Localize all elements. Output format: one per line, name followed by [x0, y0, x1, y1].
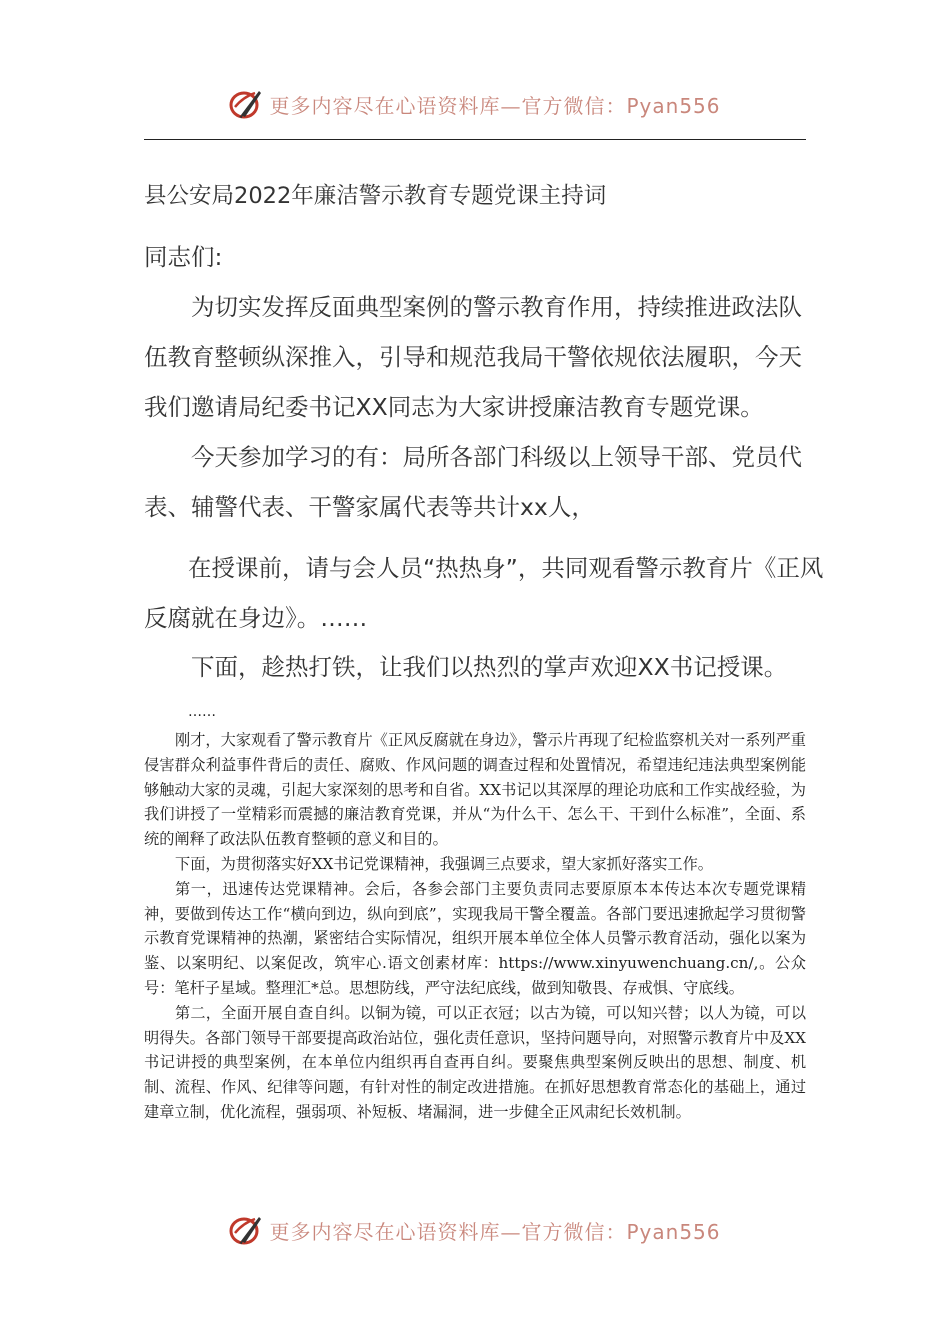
- document-title: 县公安局2022年廉洁警示教育专题党课主持词: [144, 183, 607, 209]
- footer-text: 更多内容尽在心语资料库—官方微信：Pyan556: [269, 1219, 721, 1244]
- wechat-id: Pyan556: [626, 93, 721, 118]
- paragraph-warmup: 在授课前，请与会人员“热热身”，共同观看警示教育片《正风反腐就在身边》。……: [144, 554, 824, 632]
- footer-watermark: [0, 1210, 950, 1250]
- paragraph-first: 第一，迅速传达党课精神。会后，各参会部门主要负责同志要原原本本传达本次专题党课精神，要做到传达工作“横向到边，纵向到底”，实现我局干警全覆盖。各部门要迅速掀起学习贯彻警示教育党课精神的热潮，紧密结合实际情况，组织开展本单位全体人员警示教育活动，强化以案为鉴、以案明纪、以案促改，筑牢心.语文创素材库：https://www.xinyuwenchuang.cn/,。公众号：笔杆子星域。整理汇*总。思想防线，严守法纪底线，做到知敬畏、存戒惧、守底线。: [144, 879, 806, 997]
- paragraph-welcome: 下面，趁热打铁，让我们以热烈的掌声欢迎XX书记授课。: [191, 653, 788, 681]
- fountain-pen-logo-icon: [229, 87, 263, 121]
- header-watermark: [0, 84, 950, 124]
- paragraph-attendees: 今天参加学习的有：局所各部门科级以上领导干部、党员代表、辅警代表、干警家属代表等共计xx人，: [144, 443, 802, 521]
- paragraph-intro: 为切实发挥反面典型案例的警示教育作用，持续推进政法队伍教育整顿纵深推入，引导和规范我局干警依规依法履职，今天我们邀请局纪委书记XX同志为大家讲授廉洁教育专题党课。: [144, 293, 802, 421]
- ellipsis: ……: [188, 704, 216, 720]
- header-text: 更多内容尽在心语资料库—官方微信：Pyan556: [269, 93, 721, 118]
- greeting: 同志们:: [144, 243, 223, 271]
- closing-remarks: [144, 728, 806, 1125]
- fountain-pen-logo-icon: [229, 1213, 263, 1247]
- paragraph-second: 第二，全面开展自查自纠。以铜为镜，可以正衣冠；以古为镜，可以知兴替；以人为镜，可以明得失。各部门领导干部要提高政治站位，强化责任意识，坚持问题导向，对照警示教育片中及XX书记讲授的典型案例，在本单位内组织再自查再自纠。要聚焦典型案例反映出的思想、制度、机制、流程、作风、纪律等问题，有针对性的制定改进措施。在抓好思想教育常态化的基础上，通过建章立制，优化流程，强弱项、补短板、堵漏洞，进一步健全正风肃纪长效机制。: [144, 1003, 806, 1121]
- header-rule: [144, 139, 806, 140]
- paragraph-summary: 刚才，大家观看了警示教育片《正风反腐就在身边》，警示片再现了纪检监察机关对一系列严重侵害群众利益事件背后的责任、腐败、作风问题的调查过程和处置情况，希望违纪违法典型案例能够触动大家的灵魂，引起大家深刻的思考和自省。XX书记以其深厚的理论功底和工作实战经验，为我们讲授了一堂精彩而震撼的廉洁教育党课，并从“为什么干、怎么干、干到什么标准”，全面、系统的阐释了政法队伍教育整顿的意义和目的。: [144, 731, 806, 849]
- wechat-id: Pyan556: [626, 1219, 721, 1244]
- paragraph-requirements: 下面，为贯彻落实好XX书记党课精神，我强调三点要求，望大家抓好落实工作。: [175, 854, 713, 873]
